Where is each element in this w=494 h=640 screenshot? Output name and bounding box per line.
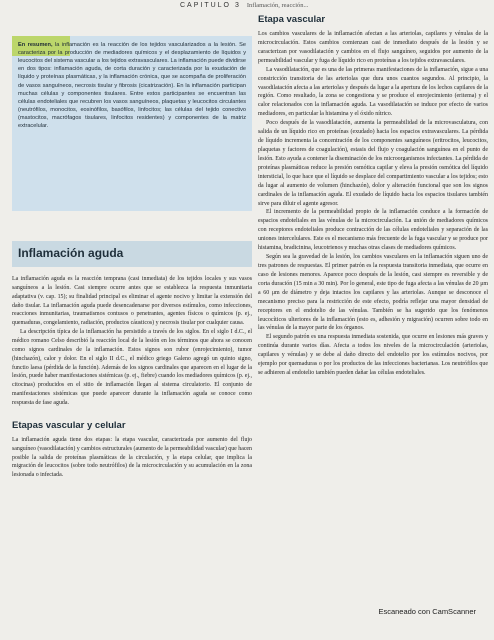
paragraph-vascular-6: El segundo patrón es una respuesta inmediata sostenida, que ocurre en lesiones más graves y continúa durante varios días. Afecta a todos los niveles de la microcirculación (arteriolas, capilares y vénulas) y se debe al daño directo del endotelio por los estímulos nocivos, por ejemplo por quemaduras o por los productos de las infecciones bacterianas. Los neutrófilos que se adhieren al endotelio también pueden dañar las células endoteliales. bbox=[258, 334, 488, 377]
paragraph-vascular-3: Poco después de la vasodilatación, aumenta la permeabilidad de la microvasculatura, con salida de un líquido rico en proteínas (exudado) hacia los espacios extravasculares. La pérdida de líquido incrementa la concentración de los componentes sanguíneos (eritrocitos, leucocitos, plaquetas y factores de coagulación), estasis del flujo y coagulación sanguínea en el punto de lesión. Esto ayuda a contener la diseminación de los microorganismos infectantes. La pérdida de proteínas plasmáticas reduce la presión osmótica capilar y eleva la presión osmótica del líquido intersticial, lo que hace que el líquido se desplace del compartimiento vascular a los tejidos; esto da lugar al aumento de volumen (hinchazón), dolor y alteración funcional que son los signos cardinales de la inflamación aguda. El exudado de líquido hacia los espacios tisulares también sirve para diluir el agente agresor. bbox=[258, 120, 488, 207]
paragraph-cardinal-signs: La descripción típica de la inflamación ha persistido a través de los siglos. En el siglo I d.C., el médico romano Celso describió la reacción local de la lesión en los términos que ahora se conocen como signos cardinales de la inflamación. Estos signos son rubor (enrojecimiento), tumor (hinchazón), calor y dolor. En el siglo II d.C., el médico griego Galeno agregó un quinto signo, functio laesa (pérdida de la función). Además de los signos cardinales que aparecen en el lugar de la lesión, puede haber manifestaciones sistémicas (p. ej., fiebre) cuando los mediadores químicos (p. ej., citocinas) producidos en el sitio de inflamación llegan al sistema circulatorio. El conjunto de manifestaciones sistémicas que puede aparecer durante la inflamación aguda se conoce como respuesta de fase aguda. bbox=[12, 329, 252, 407]
running-head-chapter: CAPITULO 3 bbox=[180, 2, 241, 9]
paragraph-vascular-5: Según sea la gravedad de la lesión, los cambios vasculares en la inflamación siguen uno de tres patrones de respuestas. El primer patrón es la respuesta transitoria inmediata, que ocurre en caso de lesiones menores. Aparece poco después de la lesión, casi siempre es reversible y de corta duración (15 min a 30 min). Por lo general, este tipo de fuga afecta a las vénulas de 20 μm a 60 μm de diámetro y deja intactos los capilares y las arteriolas. Aunque se desconoce el mecanismo preciso para la restricción de este efecto, podría reflejar una mayor densidad de receptores en el endotelio de las vénulas. También se ha sugerido que los fenómenos leucocíticos ulteriores de la inflamación (esto es, adhesión y migración) ocurren sobre todo en las vénulas de la mayor parte de los órganos. bbox=[258, 254, 488, 332]
subsection-title-vascular-cellular: Etapas vascular y celular bbox=[12, 419, 126, 431]
right-column bbox=[258, 14, 488, 378]
left-body bbox=[12, 275, 252, 408]
left-column bbox=[12, 36, 252, 480]
summary-body: la inflamación es la reacción de los tejidos vascularizados a la lesión. Se caracteriza por la producción de mediadores químicos y el desplazamiento de líquidos y leucocitos del sistema vascular a los tejidos extravasculares. La inflamación puede dividirse en dos tipos: inflamación aguda, de corta duración y caracterizada por la exudación de líquido y proteínas plasmáticas, y la inflamación crónica, que se acompaña de proliferación de vasos sanguíneos, necrosis tisular y fibrosis (cicatrización). En la inflamación participan muchas células y componentes tisulares. Entre estos participantes se encuentran las células endoteliales que recubren los vasos sanguíneos, plaquetas y leucocitos circulantes (neutrófilos, monocitos, eosinófilos, basófilos, linfocitos; las células del tejido conectivo (mastocitos, macrófagos tisulares, linfocitos residentes) y componentes de la matriz extracelular. bbox=[18, 42, 246, 130]
paragraph-vascular-4: El incremento de la permeabilidad propio de la inflamación conduce a la formación de espacios endoteliales en las vénulas de la microcirculación. La unión de mediadores químicos con receptores endoteliales produce contracción de las células endoteliales y separación de las uniones intercelulares. Este es el mecanismo más frecuente de la fuga vascular y se produce por histamina, bradicinina, leucotrienos y muchas otras clases de mediadores químicos. bbox=[258, 209, 488, 252]
summary-lead: En resumen, bbox=[18, 42, 53, 48]
section-title: Inflamación aguda bbox=[18, 246, 124, 260]
paragraph-vascular-2: La vasodilatación, que es una de las primeras manifestaciones de la inflamación, sigue a una constricción transitoria de las arteriolas que dura unos cuantos segundos. Al principio, la vasodilatación afecta a las arteriolas y después da lugar a la apertura de los lechos capilares de la región. Como resultado, la zona se congestiona y se produce el enrojecimiento (eritema) y el calor relacionados con la inflamación aguda. La vasodilatación se induce por efecto de varios mediadores, en particular la histamina y el óxido nítrico. bbox=[258, 66, 488, 118]
paragraph-vascular-1: Los cambios vasculares de la inflamación afectan a las arteriolas, capilares y vénulas de la microcirculación. Estos cambios comienzan casi de inmediato después de la lesión y se caracterizan por vasodilatación y cambios en el flujo sanguíneo, seguidos por aumento de la permeabilidad vascular y fuga de líquido rico en proteínas a los tejidos extravasculares. bbox=[258, 31, 488, 64]
section-heading-bar bbox=[12, 241, 252, 267]
summary-box bbox=[12, 36, 252, 211]
running-head bbox=[180, 2, 494, 9]
summary-text bbox=[18, 41, 246, 130]
running-head-subtitle: Inflamación, reacción... bbox=[246, 2, 309, 9]
scanner-watermark: Escaneado con CamScanner bbox=[378, 607, 476, 616]
paragraph-intro: La inflamación aguda es la reacción temprana (casi inmediata) de los tejidos locales y sus vasos sanguíneos a la lesión. Casi siempre ocurre antes que se establezca la respuesta inmunitaria adaptativa (v. cap. 15); su finalidad principal es eliminar el agente nocivo y limitar la extensión del daño tisular. La inflamación aguda puede desencadenarse por diversos estímulos, como infecciones, reacciones inmunitarias, traumatismos contusos o penetrantes, agentes físicos o químicos (p. ej., quemaduras, congelamiento, radiación, productos cáusticos) y necrosis tisular por cualquier causa. bbox=[12, 276, 252, 327]
paragraph-vascular-cellular: La inflamación aguda tiene dos etapas: la etapa vascular, caracterizada por aumento del flujo sanguíneo (vasodilatación) y cambios estructurales (aumento de la permeabilidad vascular) que hacen posible la salida de proteínas plasmáticas de la circulación, y la etapa celular, que implica la migración de leucocitos (sobre todo neutrófilos) de la microcirculación y su acumulación en la zona lesionada o infectada. bbox=[12, 436, 252, 479]
subsection-title-vascular: Etapa vascular bbox=[258, 14, 326, 25]
